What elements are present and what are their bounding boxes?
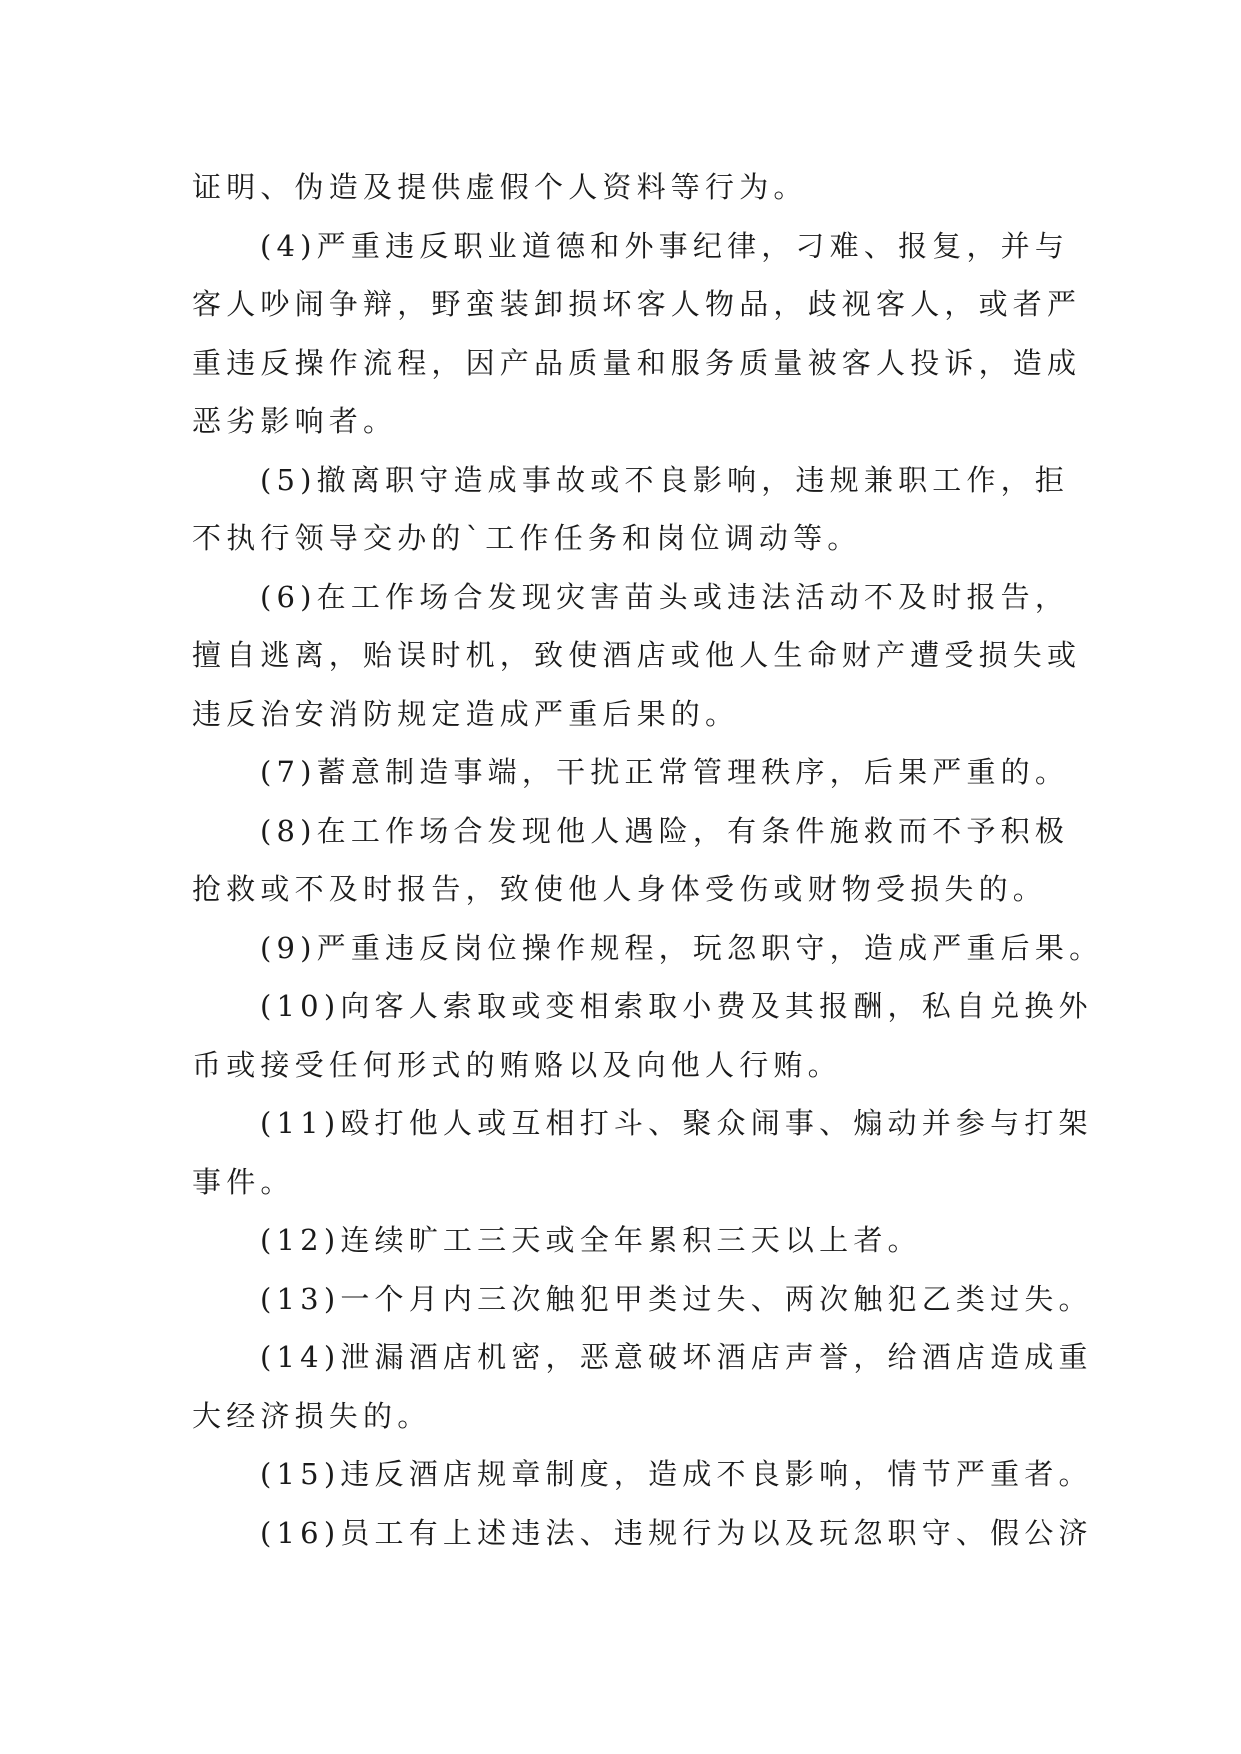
text-line: (4)严重违反职业道德和外事纪律，刁难、报复，并与: [260, 228, 1070, 263]
paragraph: [192, 451, 1072, 568]
text-line: 证明、伪造及提供虚假个人资料等行为。: [192, 170, 808, 204]
text-line: 大经济损失的。: [192, 1398, 432, 1433]
text-line: (13)一个月内三次触犯甲类过失、两次触犯乙类过失。: [260, 1281, 1093, 1316]
paragraph: [192, 1211, 1072, 1270]
paragraph: [192, 743, 1072, 802]
paragraph: [192, 1504, 1093, 1563]
text-line: (7)蓄意制造事端，干扰正常管理秩序，后果严重的。: [260, 755, 1070, 789]
text-line: (5)撤离职守造成事故或不良影响，违规兼职工作，拒: [260, 462, 1070, 497]
text-line: 不执行领导交办的`工作任务和岗位调动等。: [192, 521, 862, 555]
text-line: (8)在工作场合发现他人遇险，有条件施救而不予积极: [260, 813, 1070, 848]
text-line: 币或接受任何形式的贿赂以及向他人行贿。: [192, 1047, 842, 1082]
text-line: 客人吵闹争辩，野蛮装卸损坏客人物品，歧视客人，或者严: [192, 287, 1082, 321]
paragraph: [192, 1328, 1093, 1445]
text-line: (16)员工有上述违法、违规行为以及玩忽职守、假公济: [260, 1515, 1093, 1550]
text-line: (12)连续旷工三天或全年累积三天以上者。: [260, 1223, 922, 1257]
text-line: (6)在工作场合发现灾害苗头或违法活动不及时报告，: [260, 579, 1070, 614]
paragraph: [192, 1445, 1093, 1504]
paragraph: [192, 217, 1082, 451]
text-line: 擅自逃离，贻误时机，致使酒店或他人生命财产遭受损失或: [192, 638, 1082, 672]
text-line: (14)泄漏酒店机密，恶意破坏酒店声誉，给酒店造成重: [260, 1340, 1093, 1374]
text-line: 恶劣影响者。: [192, 404, 398, 438]
text-line: 抢救或不及时报告，致使他人身体受伤或财物受损失的。: [192, 872, 1048, 906]
text-line: (11)殴打他人或互相打斗、聚众闹事、煽动并参与打架: [260, 1106, 1093, 1140]
paragraph: [192, 802, 1072, 919]
text-line: (10)向客人索取或变相索取小费及其报酬，私自兑换外: [260, 989, 1093, 1023]
text-line: 重违反操作流程，因产品质量和服务质量被客人投诉，造成: [192, 345, 1082, 380]
paragraph: [192, 158, 1072, 217]
text-line: 事件。: [192, 1164, 295, 1199]
paragraph: [192, 1270, 1093, 1329]
paragraph: [192, 919, 1104, 978]
text-line: 违反治安消防规定造成严重后果的。: [192, 696, 740, 731]
paragraph: [192, 568, 1082, 744]
paragraph: [192, 977, 1093, 1094]
paragraph: [192, 1094, 1093, 1211]
document-body: [192, 158, 1104, 1562]
text-line: (9)严重违反岗位操作规程，玩忽职守，造成严重后果。: [260, 930, 1104, 965]
text-line: (15)违反酒店规章制度，造成不良影响，情节严重者。: [260, 1457, 1093, 1491]
